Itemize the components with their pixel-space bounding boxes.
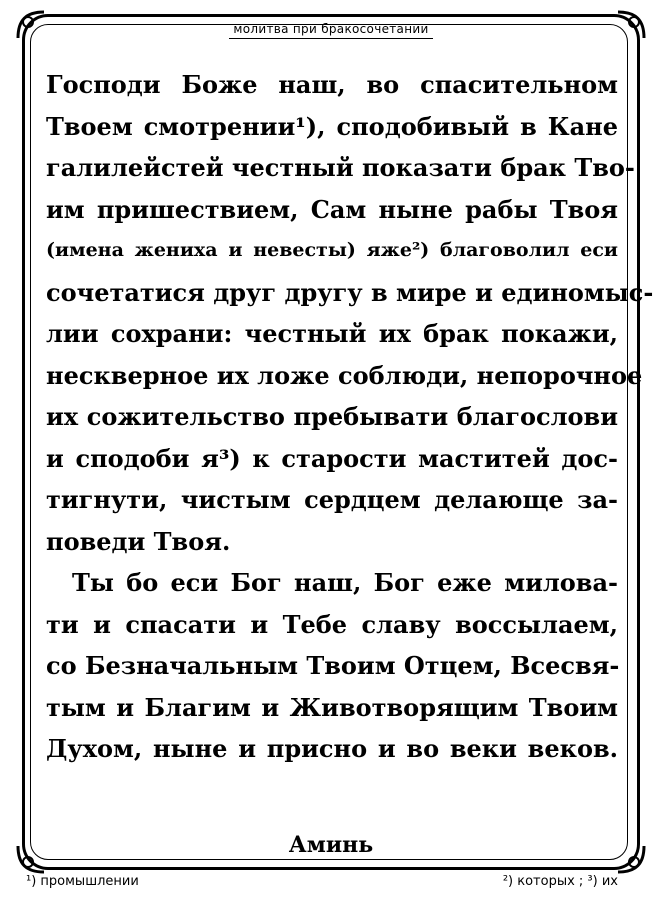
footnote-2-3: ²) которых ; ³) их bbox=[502, 874, 618, 889]
prayer-line: Ты бо еси Бог наш, Бог еже милова- bbox=[72, 568, 618, 597]
prayer-line: и сподоби я³) к старости маститей дос- bbox=[46, 443, 618, 473]
prayer-line: галилейстей честный показати брак Тво- bbox=[46, 153, 635, 182]
prayer-line: нескверное их ложе соблюди, непорочное bbox=[46, 360, 643, 390]
prayer-title bbox=[0, 22, 662, 39]
prayer-line: (имена жениха и невесты) яже²) благоволил еси bbox=[46, 239, 618, 261]
footnote-1: ¹) промышлении bbox=[26, 874, 139, 889]
prayer-body bbox=[46, 64, 654, 770]
prayer-line: тым и Благим и Животворящим Твоим bbox=[46, 692, 618, 722]
prayer-line: Духом, ныне и присно и во веки веков. bbox=[46, 734, 618, 763]
prayer-line: ти и спасати и Тебе славу воссылаем, bbox=[46, 609, 618, 639]
prayer-line: их сожительство пребывати благослови bbox=[46, 402, 618, 431]
amen: Аминь bbox=[288, 832, 374, 858]
prayer-line: поведи Твоя. bbox=[46, 526, 231, 556]
prayer-title-text: молитва при бракосочетании bbox=[229, 22, 432, 39]
prayer-line: сочетатися друг другу в мире и единомыс- bbox=[46, 277, 654, 307]
prayer-line: Твоем смотрении¹), сподобивый в Кане bbox=[46, 111, 618, 141]
prayer-line: со Безначальным Твоим Отцем, Всесвя- bbox=[46, 651, 620, 680]
prayer-line: лии сохрани: честный их брак покажи, bbox=[46, 319, 618, 348]
prayer-line: тигнути, чистым сердцем делающе за- bbox=[46, 485, 618, 514]
prayer-line: Господи Боже наш, во спасительном bbox=[46, 70, 618, 99]
prayer-line: им пришествием, Сам ныне рабы Твоя bbox=[46, 194, 618, 224]
